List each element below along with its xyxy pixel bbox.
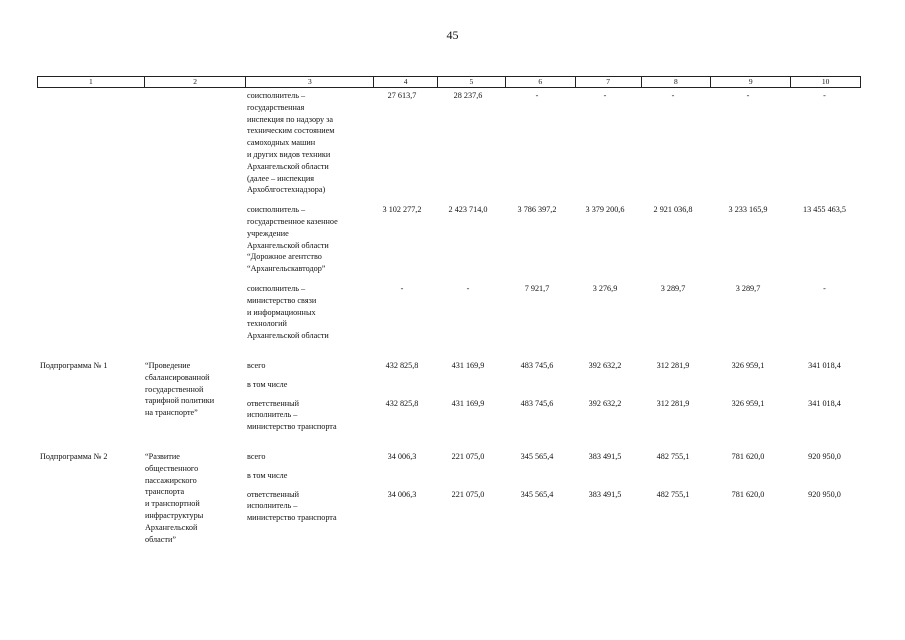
value-cell: 432 825,8 <box>385 360 419 370</box>
value-cell: 482 755,1 <box>656 489 690 499</box>
subprogram-label: Подпрограмма № 1 <box>40 360 108 370</box>
executor-cell: соисполнитель – министерство связи и информационных технологий Архангельской области <box>247 283 329 341</box>
executor-cell: соисполнитель – государственное казенное учреждение Архангельской области “Дорожное агентство “Архангельскавтодор” <box>247 205 338 274</box>
value-cell: - <box>746 91 750 100</box>
value-cell: 431 169,9 <box>451 360 485 370</box>
table-row <box>37 204 861 275</box>
including-label: в том числе <box>247 470 288 480</box>
value-cell: - <box>603 91 607 100</box>
subprogram-name: “Развитие общественного пассажирского транспорта и транспортной инфраструктуры Архангельской области” <box>145 451 204 544</box>
value-cell: - <box>823 91 826 100</box>
value-cell: 383 491,5 <box>588 451 622 461</box>
value-cell: 28 237,6 <box>453 91 483 100</box>
value-cell: 3 786 397,2 <box>517 205 557 215</box>
subprogram-name: “Проведение сбалансированной государственной тарифной политики на транспорте” <box>145 360 215 418</box>
value-cell: - <box>466 283 470 293</box>
column-number: 8 <box>641 77 711 87</box>
column-number: 4 <box>373 77 437 87</box>
value-cell: 781 620,0 <box>731 489 765 499</box>
value-cell: 221 075,0 <box>451 451 485 461</box>
value-cell: - <box>671 91 675 100</box>
column-number: 9 <box>710 77 790 87</box>
value-cell: - <box>823 283 826 293</box>
value-cell: 3 289,7 <box>735 283 761 293</box>
value-cell: 920 950,0 <box>808 451 841 461</box>
value-cell: 7 921,7 <box>524 283 550 293</box>
value-cell: 345 565,4 <box>520 489 554 499</box>
value-cell: 326 959,1 <box>731 360 765 370</box>
value-cell: 312 281,9 <box>656 398 690 408</box>
value-cell: 432 825,8 <box>385 398 419 408</box>
column-number: 1 <box>88 77 93 86</box>
value-cell: 27 613,7 <box>387 91 417 100</box>
value-cell: - <box>400 283 404 293</box>
value-cell: 3 233 165,9 <box>728 205 768 215</box>
value-cell: 341 018,4 <box>808 360 841 370</box>
table-row <box>37 283 861 342</box>
value-cell: 13 455 463,5 <box>803 205 846 215</box>
value-cell: 221 075,0 <box>451 489 485 499</box>
page-number: 45 <box>446 28 459 42</box>
budget-table-body <box>37 90 861 545</box>
responsible-executor: ответственный исполнитель – министерство транспорта <box>247 489 337 523</box>
subprogram-block <box>37 451 861 545</box>
responsible-executor: ответственный исполнитель – министерство транспорта <box>247 398 337 432</box>
value-cell: 2 423 714,0 <box>448 205 488 215</box>
table-row <box>37 90 861 196</box>
value-cell: 345 565,4 <box>520 451 554 461</box>
value-cell: 431 169,9 <box>451 398 485 408</box>
value-cell: 34 006,3 <box>387 489 417 499</box>
value-cell: 483 745,6 <box>520 398 554 408</box>
value-cell: 326 959,1 <box>731 398 765 408</box>
column-number: 5 <box>437 77 505 87</box>
value-cell: 341 018,4 <box>808 398 841 408</box>
including-label: в том числе <box>247 379 288 389</box>
column-number: 10 <box>790 77 860 87</box>
total-label: всего <box>247 360 266 370</box>
value-cell: 34 006,3 <box>387 451 417 461</box>
column-number-header <box>37 76 861 88</box>
value-cell: 392 632,2 <box>588 398 622 408</box>
value-cell: 2 921 036,8 <box>653 205 693 215</box>
executor-cell: соисполнитель – государственная инспекция по надзору за техническим состоянием самоходных машин и других видов техники Архангельской области (далее – инспекция Архоблгостехнадзора) <box>247 91 335 195</box>
value-cell: 3 276,9 <box>592 283 618 293</box>
column-number: 2 <box>144 77 246 87</box>
value-cell: 482 755,1 <box>656 451 690 461</box>
total-label: всего <box>247 451 266 461</box>
value-cell: 3 289,7 <box>660 283 686 293</box>
column-number: 7 <box>575 77 641 87</box>
value-cell: 3 102 277,2 <box>382 205 422 215</box>
subprogram-block <box>37 360 861 433</box>
value-cell: 383 491,5 <box>588 489 622 499</box>
value-cell: 781 620,0 <box>731 451 765 461</box>
column-number: 3 <box>245 77 373 87</box>
subprogram-label: Подпрограмма № 2 <box>40 451 108 461</box>
value-cell: 3 379 200,6 <box>585 205 625 215</box>
value-cell: 920 950,0 <box>808 489 841 499</box>
column-number: 6 <box>505 77 575 87</box>
value-cell: 392 632,2 <box>588 360 622 370</box>
value-cell: 312 281,9 <box>656 360 690 370</box>
value-cell: - <box>535 91 539 100</box>
value-cell: 483 745,6 <box>520 360 554 370</box>
